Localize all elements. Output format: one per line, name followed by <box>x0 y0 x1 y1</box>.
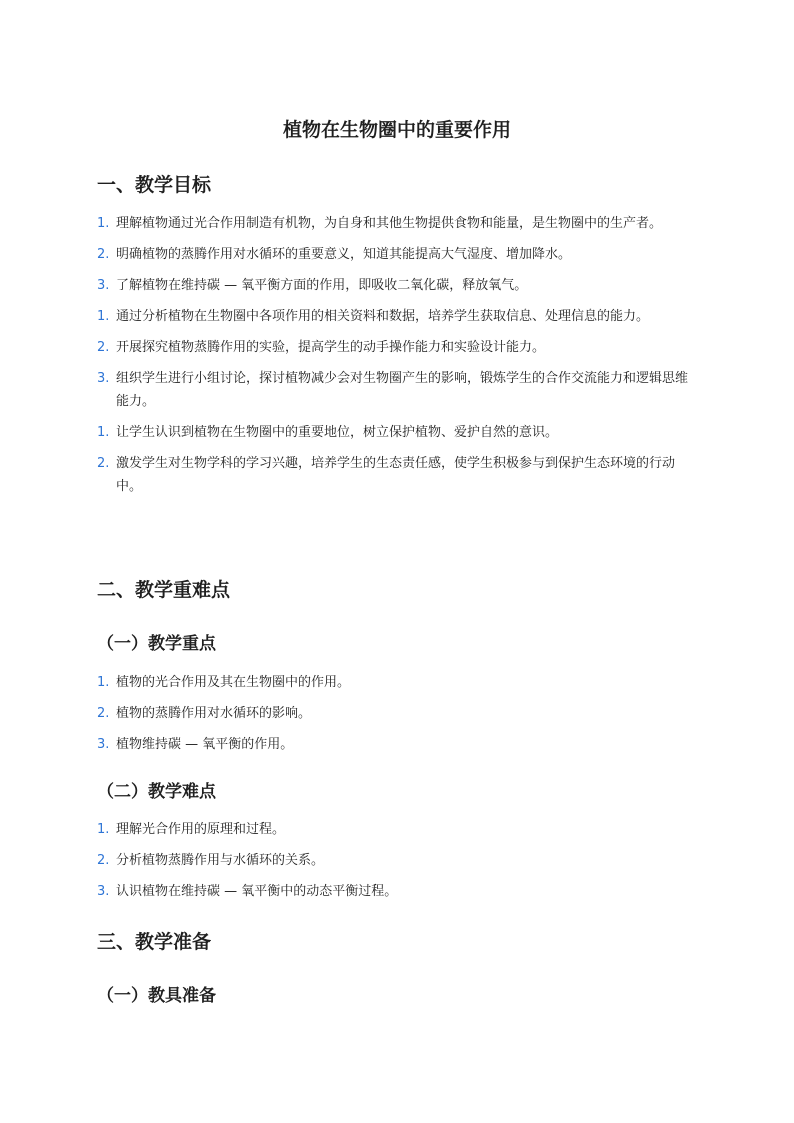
document-title: 植物在生物圈中的重要作用 <box>282 119 511 141</box>
list-number: 2. <box>97 247 110 262</box>
list-item <box>97 452 697 498</box>
list-item <box>97 880 697 903</box>
list-number: 1. <box>97 822 110 837</box>
list-number: 1. <box>97 425 110 440</box>
list-item <box>97 243 697 266</box>
section-heading-preparation: 三、教学准备 <box>97 931 212 953</box>
list-item-text: 理解光合作用的原理和过程。 <box>116 822 286 837</box>
list-item-text: 通过分析植物在生物圈中各项作用的相关资料和数据，培养学生获取信息、处理信息的能力。 <box>116 309 650 324</box>
teaching-focus-list <box>97 671 697 764</box>
teaching-objectives-list <box>97 212 697 506</box>
list-item-text: 分析植物蒸腾作用与水循环的关系。 <box>116 853 325 868</box>
list-item <box>97 671 697 694</box>
subsection-heading-teaching-aids: （一）教具准备 <box>97 986 216 1006</box>
section-heading-teaching-objectives: 一、教学目标 <box>97 174 212 196</box>
list-item <box>97 733 697 756</box>
list-item-text: 理解植物通过光合作用制造有机物，为自身和其他生物提供食物和能量，是生物圈中的生产者。 <box>116 216 663 231</box>
list-item <box>97 702 697 725</box>
list-item-text: 植物维持碳 — 氧平衡的作用。 <box>116 737 294 752</box>
section-heading-key-points: 二、教学重难点 <box>97 579 231 601</box>
list-number: 2. <box>97 853 110 868</box>
list-number: 1. <box>97 216 110 231</box>
list-item-text: 组织学生进行小组讨论，探讨植物减少会对生物圈产生的影响，锻炼学生的合作交流能力和逻辑思维能力。 <box>116 371 689 409</box>
list-item-text: 植物的蒸腾作用对水循环的影响。 <box>116 706 312 721</box>
list-item <box>97 849 697 872</box>
list-number: 1. <box>97 309 110 324</box>
list-item <box>97 421 697 444</box>
list-item-text: 了解植物在维持碳 — 氧平衡方面的作用，即吸收二氧化碳，释放氧气。 <box>116 278 528 293</box>
list-number: 3. <box>97 737 110 752</box>
list-item-text: 开展探究植物蒸腾作用的实验，提高学生的动手操作能力和实验设计能力。 <box>116 340 546 355</box>
list-item <box>97 336 697 359</box>
list-number: 2. <box>97 706 110 721</box>
list-number: 2. <box>97 340 110 355</box>
list-item <box>97 274 697 297</box>
list-number: 3. <box>97 884 110 899</box>
list-item-text: 植物的光合作用及其在生物圈中的作用。 <box>116 675 351 690</box>
list-number: 3. <box>97 371 110 386</box>
list-item-text: 认识植物在维持碳 — 氧平衡中的动态平衡过程。 <box>116 884 398 899</box>
list-item <box>97 212 697 235</box>
list-number: 1. <box>97 675 110 690</box>
list-item-text: 让学生认识到植物在生物圈中的重要地位，树立保护植物、爱护自然的意识。 <box>116 425 559 440</box>
subsection-heading-focus: （一）教学重点 <box>97 634 216 654</box>
list-item <box>97 305 697 328</box>
list-item <box>97 367 697 413</box>
list-item-text: 激发学生对生物学科的学习兴趣，培养学生的生态责任感，使学生积极参与到保护生态环境的行动中。 <box>116 456 676 494</box>
list-item <box>97 818 697 841</box>
subsection-heading-difficulties: （二）教学难点 <box>97 782 216 802</box>
list-number: 3. <box>97 278 110 293</box>
list-item-text: 明确植物的蒸腾作用对水循环的重要意义，知道其能提高大气湿度、增加降水。 <box>116 247 572 262</box>
teaching-difficulties-list <box>97 818 697 911</box>
list-number: 2. <box>97 456 110 471</box>
